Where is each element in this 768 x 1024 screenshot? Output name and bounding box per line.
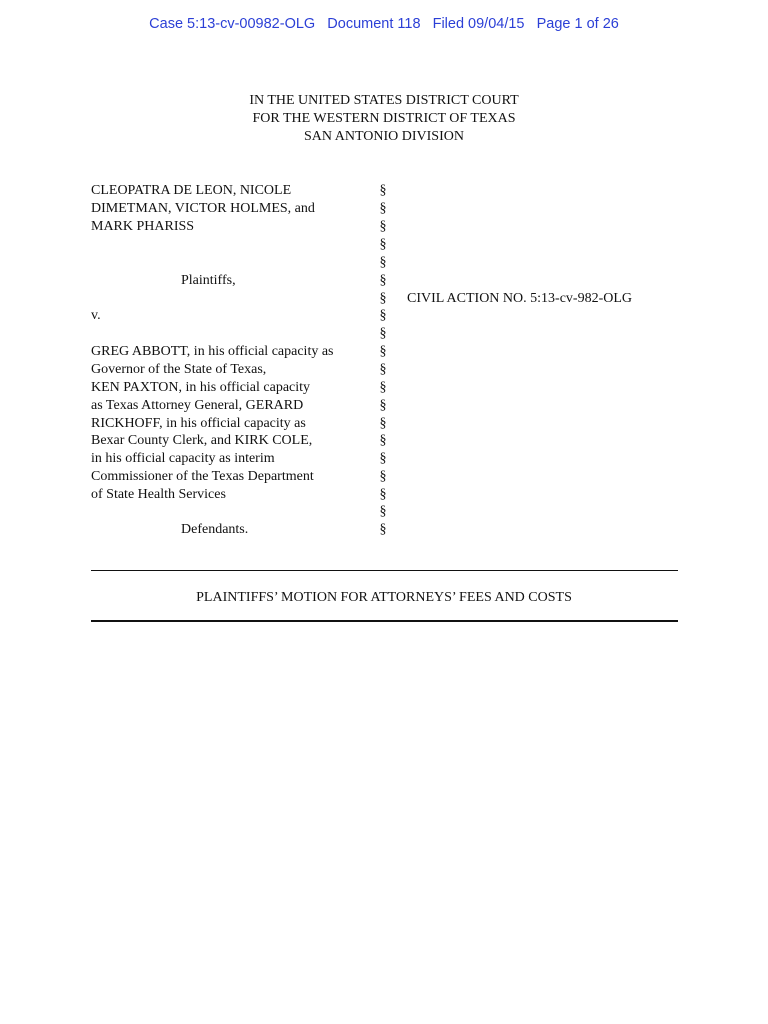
section-symbol: §: [379, 344, 387, 359]
defendant-name-line: as Texas Attorney General, GERARD: [91, 398, 304, 413]
ecf-filing-header: Case 5:13-cv-00982-OLG Document 118 Filed 09/04/15 Page 1 of 26: [149, 16, 619, 32]
section-symbol: §: [379, 469, 387, 484]
section-symbol: §: [379, 255, 387, 270]
court-district: FOR THE WESTERN DISTRICT OF TEXAS: [252, 111, 516, 126]
defendant-name-line: Commissioner of the Texas Department: [91, 469, 314, 484]
section-symbol: §: [379, 326, 387, 341]
court-name: IN THE UNITED STATES DISTRICT COURT: [249, 93, 519, 108]
section-symbol: §: [379, 433, 387, 448]
civil-action-number: CIVIL ACTION NO. 5:13-cv-982-OLG: [407, 291, 632, 306]
section-symbol: §: [379, 219, 387, 234]
section-symbol: §: [379, 522, 387, 537]
section-symbol: §: [379, 308, 387, 323]
section-symbol: §: [379, 416, 387, 431]
section-symbol: §: [379, 504, 387, 519]
section-symbol: §: [379, 362, 387, 377]
title-rule-top: [91, 570, 678, 571]
plaintiffs-label: Plaintiffs,: [181, 273, 236, 288]
section-symbol: §: [379, 487, 387, 502]
defendants-label: Defendants.: [181, 522, 249, 537]
court-division: SAN ANTONIO DIVISION: [304, 129, 464, 144]
title-rule-bottom: [91, 620, 678, 622]
versus-label: v.: [91, 308, 101, 323]
court-heading: [0, 92, 768, 146]
section-symbol: §: [379, 201, 387, 216]
document-title: PLAINTIFFS’ MOTION FOR ATTORNEYS’ FEES AND COSTS: [196, 590, 572, 605]
section-symbol: §: [379, 273, 387, 288]
section-symbol: §: [379, 237, 387, 252]
defendant-name-line: Bexar County Clerk, and KIRK COLE,: [91, 433, 313, 448]
section-symbol: §: [379, 451, 387, 466]
section-symbol: §: [379, 380, 387, 395]
plaintiff-name-line: MARK PHARISS: [91, 219, 195, 234]
section-symbol: §: [379, 398, 387, 413]
section-symbol: §: [379, 183, 387, 198]
defendant-name-line: Governor of the State of Texas,: [91, 362, 267, 377]
section-symbol: §: [379, 291, 387, 306]
defendant-name-line: RICKHOFF, in his official capacity as: [91, 416, 306, 431]
plaintiff-name-line: CLEOPATRA DE LEON, NICOLE: [91, 183, 292, 198]
defendant-name-line: of State Health Services: [91, 487, 226, 502]
defendant-name-line: GREG ABBOTT, in his official capacity as: [91, 344, 334, 359]
defendant-name-line: KEN PAXTON, in his official capacity: [91, 380, 311, 395]
defendant-name-line: in his official capacity as interim: [91, 451, 275, 466]
plaintiff-name-line: DIMETMAN, VICTOR HOLMES, and: [91, 201, 315, 216]
